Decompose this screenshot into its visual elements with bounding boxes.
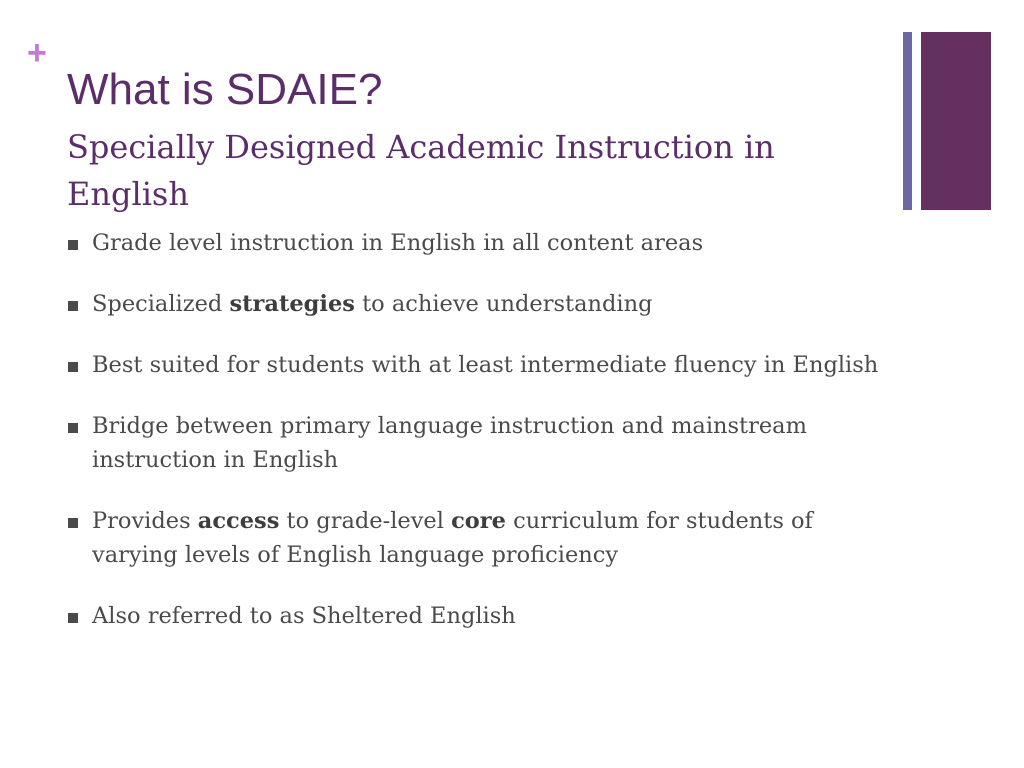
- accent-bar-thick: [921, 32, 991, 210]
- bullet-item: [66, 226, 896, 260]
- bullet-item: [66, 287, 896, 321]
- bullet-emphasis: core: [451, 508, 506, 534]
- bullet-text-run: curriculum for students of varying levels of English language proficiency: [92, 508, 813, 568]
- slide-title: What is SDAIE?: [67, 65, 383, 114]
- bullet-emphasis: access: [197, 508, 280, 534]
- bullet-text: [92, 508, 813, 568]
- square-bullet-icon: [68, 240, 78, 250]
- bullet-text-run: Best suited for students with at least intermediate fluency in English: [92, 352, 879, 378]
- bullet-text: [92, 603, 516, 629]
- bullet-text-run: Specialized: [92, 291, 230, 317]
- accent-bar-thin: [903, 32, 912, 210]
- plus-icon: +: [27, 34, 47, 72]
- square-bullet-icon: [68, 301, 78, 311]
- bullet-list: [66, 226, 896, 660]
- bullet-emphasis: strategies: [229, 291, 355, 317]
- bullet-text-run: Provides: [92, 508, 198, 534]
- bullet-text-run: Also referred to as Sheltered English: [92, 603, 516, 629]
- bullet-text: [92, 291, 652, 317]
- square-bullet-icon: [68, 423, 78, 433]
- bullet-text-run: to achieve understanding: [354, 291, 653, 317]
- bullet-item: [66, 348, 896, 382]
- bullet-item: [66, 504, 896, 572]
- bullet-text-run: to grade-level: [279, 508, 452, 534]
- square-bullet-icon: [68, 613, 78, 623]
- bullet-text: [92, 413, 807, 473]
- bullet-text-run: Bridge between primary language instruction and mainstream instruction in English: [92, 413, 807, 473]
- bullet-text: [92, 352, 878, 378]
- bullet-item: [66, 409, 896, 477]
- bullet-item: [66, 599, 896, 633]
- slide-subtitle: Specially Designed Academic Instruction in English: [67, 128, 775, 213]
- bullet-text-run: Grade level instruction in English in all content areas: [92, 230, 704, 256]
- square-bullet-icon: [68, 362, 78, 372]
- bullet-text: [92, 230, 703, 256]
- square-bullet-icon: [68, 518, 78, 528]
